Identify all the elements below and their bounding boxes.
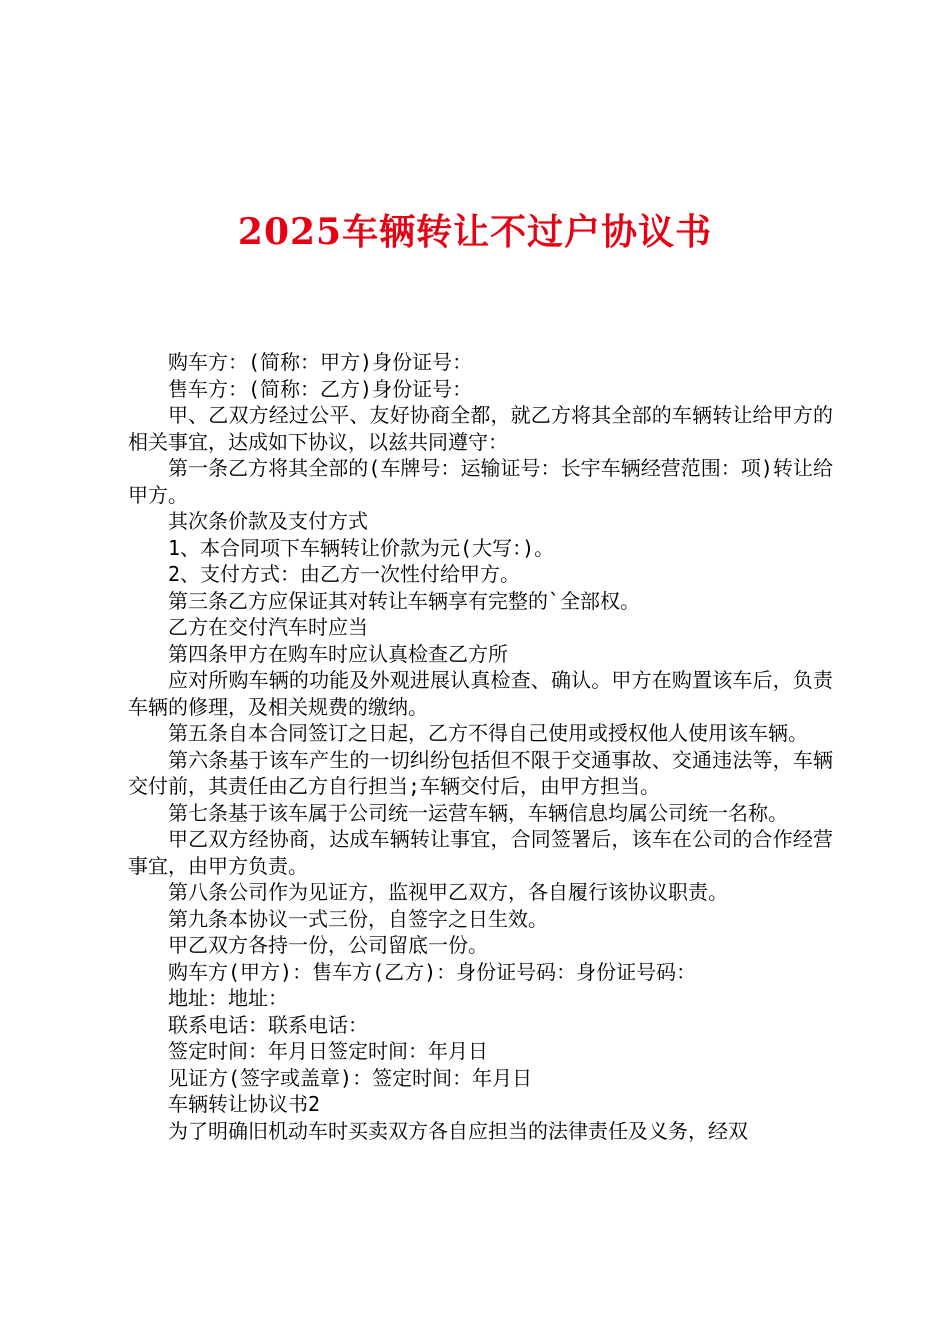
paragraph-article-6: 第六条基于该车产生的一切纠纷包括但不限于交通事故、交通违法等，车辆交付前，其责任由乙方自行担当;车辆交付后，由甲方担当。 [128, 747, 833, 798]
paragraph-article-3: 第三条乙方应保证其对转让车辆享有完整的`全部权。 [168, 588, 641, 613]
paragraph-agreement-2-intro: 为了明确旧机动车时买卖双方各自应担当的法律责任及义务，经双 [168, 1118, 748, 1143]
paragraph-article-8: 第八条公司作为见证方，监视甲乙双方，各自履行该协议职责。 [168, 880, 728, 904]
document-body [128, 349, 833, 1144]
paragraph-address: 地址：地址： [168, 986, 288, 1010]
paragraph-signature-parties: 购车方(甲方)：售车方(乙方)：身份证号码：身份证号码： [168, 959, 697, 984]
paragraph-article-1: 第一条乙方将其全部的(车牌号：运输证号：长宇车辆经营范围：项)转让给甲方。 [128, 456, 833, 507]
paragraph-cooperation: 甲乙双方经协商，达成车辆转让事宜，合同签署后，该车在公司的合作经营事宜，由甲方负责。 [128, 827, 833, 878]
paragraph-inspection: 应对所购车辆的功能及外观进展认真检查、确认。甲方在购置该车后，负责车辆的修理，及相关规费的缴纳。 [128, 668, 833, 719]
paragraph-preamble: 甲、乙双方经过公平、友好协商全都，就乙方将其全部的车辆转让给甲方的相关事宜，达成如下协议，以兹共同遵守： [128, 403, 833, 454]
paragraph-buyer: 购车方：(简称：甲方)身份证号： [168, 350, 473, 374]
paragraph-delivery: 乙方在交付汽车时应当 [168, 615, 368, 639]
paragraph-article-2-item-1: 1、本合同项下车辆转让价款为元(大写：)。 [168, 535, 555, 560]
paragraph-sign-date: 签定时间：年月日签定时间：年月日 [168, 1039, 488, 1063]
paragraph-article-2-item-2: 2、支付方式：由乙方一次性付给甲方。 [168, 562, 521, 586]
paragraph-copies: 甲乙双方各持一份，公司留底一份。 [168, 933, 488, 957]
paragraph-witness: 见证方(签字或盖章)：签定时间：年月日 [168, 1065, 533, 1090]
paragraph-article-7: 第七条基于该车属于公司统一运营车辆，车辆信息均属公司统一名称。 [168, 800, 788, 825]
paragraph-article-4: 第四条甲方在购车时应认真检查乙方所 [168, 641, 508, 666]
paragraph-article-9: 第九条本协议一式三份，自签字之日生效。 [168, 906, 548, 931]
document-title: 2025车辆转让不过户协议书 [237, 211, 713, 253]
paragraph-phone: 联系电话：联系电话： [168, 1012, 368, 1037]
paragraph-article-5: 第五条自本合同签订之日起，乙方不得自己使用或授权他人使用该车辆。 [168, 721, 808, 745]
paragraph-article-2-heading: 其次条价款及支付方式 [168, 509, 368, 533]
paragraph-agreement-2-title: 车辆转让协议书2 [168, 1092, 321, 1116]
paragraph-seller: 售车方：(简称：乙方)身份证号： [168, 376, 473, 401]
